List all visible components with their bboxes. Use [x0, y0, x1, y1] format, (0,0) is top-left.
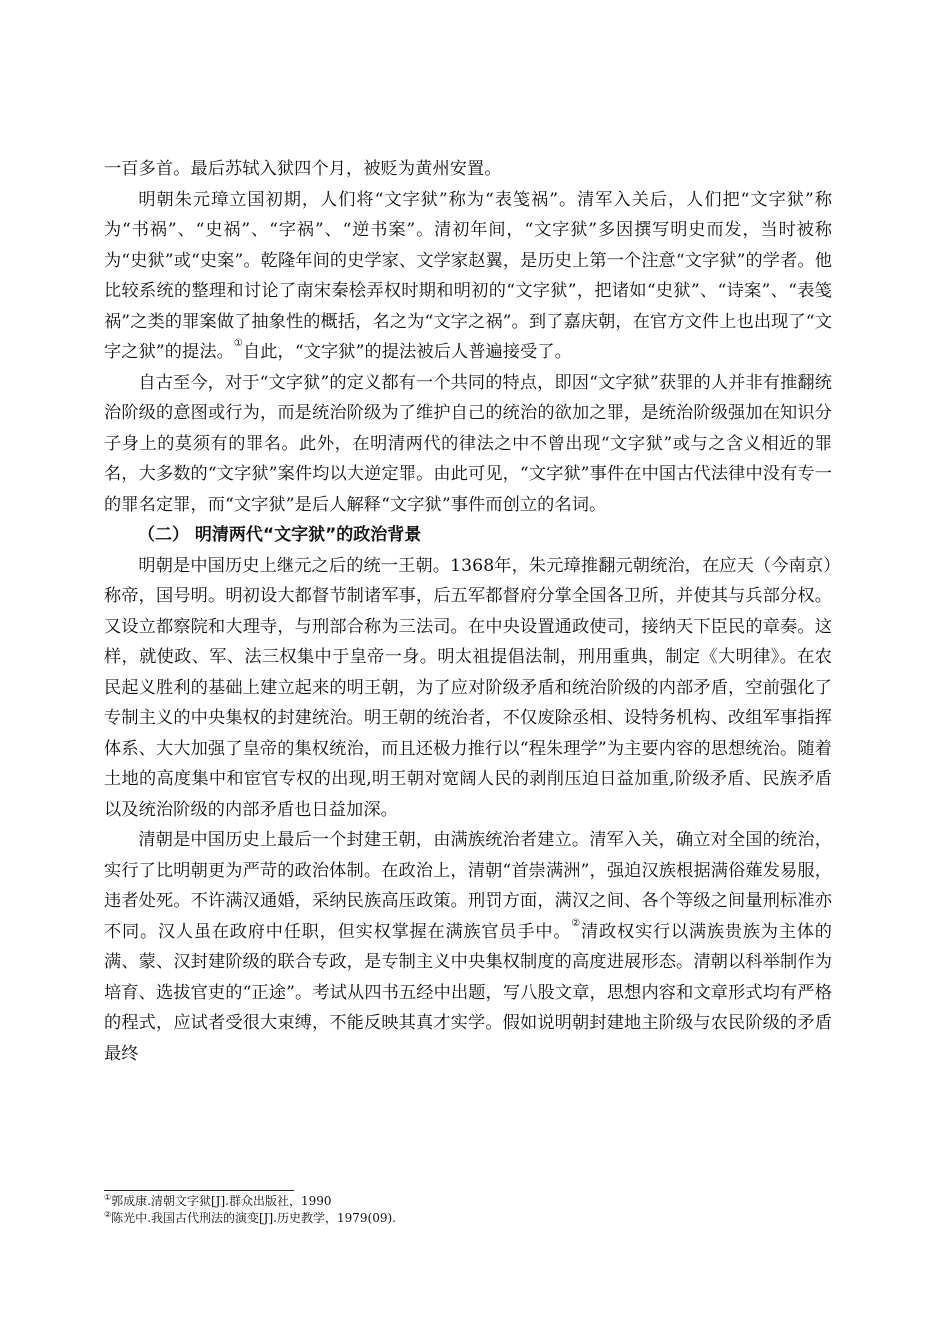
footnote-mark: ①	[104, 1193, 112, 1202]
footnotes	[104, 1190, 832, 1227]
paragraph-text: 自此，“文字狱”的提法被后人普遍接受了。	[242, 342, 572, 362]
footnote-ref-1[interactable]: ①	[233, 338, 243, 349]
paragraph-continuation: 一百多首。最后苏轼入狱四个月，被贬为黄州安置。	[104, 159, 502, 179]
footnote-text: 郭成康.清朝文字狱[J].群众出版社，1990	[111, 1194, 332, 1208]
footnote-mark: ②	[104, 1210, 112, 1219]
paragraph-text: 清政权实行以满族贵族为主体的满、蒙、汉封建阶级的联合专政，是专制主义中央集权制度的高度进展形态。清朝以科举制作为培育、选拔官吏的“正途”。考试从四书五经中出题，写八股文章，思想内容和文章形式均有严格的程式，应试者受很大束缚，不能反映其真才实学。假如说明朝封建地主阶级与农民阶级的矛盾最终	[104, 921, 832, 1064]
section-heading: （二） 明清两代“文字狱”的政治背景	[138, 525, 422, 545]
paragraph-qing-background	[104, 825, 832, 1069]
footnote-1	[104, 1193, 832, 1210]
paragraph-ming-background: 明朝是中国历史上继元之后的统一王朝。1368年，朱元璋推翻元朝统治，在应天（今南京）称帝，国号明。明初设大都督节制诸军事，后五军都督府分掌全国各卫所，并使其与兵部分权。又设立都察院和大理寺，与刑部合称为三法司。在中央设置通政使司，接纳天下臣民的章奏。这样，就使政、军、法三权集中于皇帝一身。明太祖提倡法制，刑用重典，制定《大明律》。在农民起义胜利的基础上建立起来的明王朝，为了应对阶级矛盾和统治阶级的内部矛盾，空前强化了专制主义的中央集权的封建统治。明王朝的统治者，不仅废除丞相、设特务机构、改组军事指挥体系、大大加强了皇帝的集权统治，而且还极力推行以“程朱理学”为主要内容的思想统治。随着土地的高度集中和宦官专权的出现,明王朝对宽阔人民的剥削压迫日益加重,阶级矛盾、民族矛盾以及统治阶级的内部矛盾也日益加深。	[104, 555, 832, 820]
footnote-2	[104, 1210, 832, 1227]
paragraph-text: 清朝是中国历史上最后一个封建王朝，由满族统治者建立。清军入关，确立对全国的统治，实行了比明朝更为严苛的政治体制。在政治上，清朝“首崇满洲”，强迫汉族根据满俗薙发易服，违者处死。不许满汉通婚，采纳民族高压政策。刑罚方面，满汉之间、各个等级之间量刑标准亦不同。汉人虽在政府中任职，但实权掌握在满族官员手中。	[104, 830, 832, 942]
footnote-divider	[104, 1190, 294, 1191]
document-body	[104, 154, 832, 1069]
paragraph-text: 明朝朱元璋立国初期，人们将“文字狱”称为“表笺祸”。清军入关后，人们把“文字狱”称为“书祸”、“史祸”、“字祸”、“逆书案”。清初年间，“文字狱”多因撰写明史而发，当时被称为“史狱”或“史案”。乾隆年间的史学家、文学家赵翼，是历史上第一个注意“文字狱”的学者。他比较系统的整理和讨论了南宋秦桧弄权时期和明初的“文字狱”，把诸如“史狱”、“诗案”、“表笺祸”之类的罪案做了抽象性的概括，名之为“文字之祸”。到了嘉庆朝，在官方文件上也出现了“文字之狱”的提法。	[104, 189, 832, 362]
paragraph-definition: 自古至今，对于“文字狱”的定义都有一个共同的特点，即因“文字狱”获罪的人并非有推翻统治阶级的意图或行为，而是统治阶级为了维护自己的统治的欲加之罪，是统治阶级强加在知识分子身上的莫须有的罪名。此外，在明清两代的律法之中不曾出现“文字狱”或与之含义相近的罪名，大多数的“文字狱”案件均以大逆定罪。由此可见，“文字狱”事件在中国古代法律中没有专一的罪名定罪，而“文字狱”是后人解释“文字狱”事件而创立的名词。	[104, 372, 832, 515]
paragraph-naming-history	[104, 185, 832, 368]
footnote-ref-2[interactable]: ②	[571, 917, 582, 929]
footnote-text: 陈光中.我国古代刑法的演变[J].历史教学，1979(09).	[111, 1211, 396, 1225]
